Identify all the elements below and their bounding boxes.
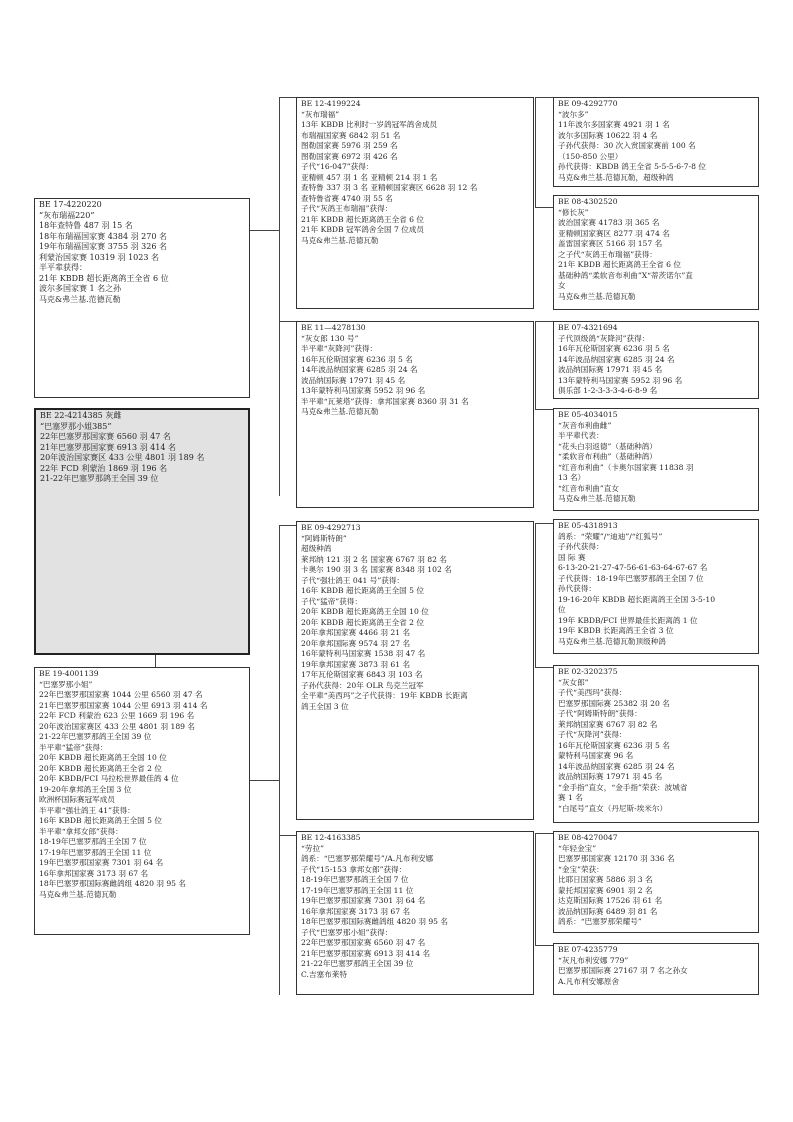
dds-line: “年轻金宝” (558, 843, 597, 853)
connector-line (535, 321, 536, 409)
sd-line: 16年瓦伦斯国家赛 6236 羽 5 名 (301, 354, 413, 364)
ds-line: “阿姆斯特朗” (301, 533, 347, 543)
dsd-line: 子代“阿姆斯特朗”获得： (558, 709, 642, 718)
ss-line: 子代“灰鸽王布瑞福”获得： (301, 204, 393, 213)
sd-line: 13年蒙特利马国家赛 5952 羽 96 名 (301, 386, 426, 395)
connector-line (535, 833, 536, 945)
connector-line (250, 780, 280, 781)
dam-line: 20年 KBDB/FCI 马拉松世界最佳鸽 4 位 (39, 774, 179, 783)
dsd-line: “灰女郎” (558, 677, 589, 687)
ds-line: 卡奥尔 190 羽 3 名 国家赛 8348 羽 102 名 (301, 565, 452, 574)
dd-line: 子代“巴塞罗那小姐”获得： (301, 927, 393, 937)
sire-sire-sire-box (553, 97, 759, 187)
ds-line: 子代“强壮鸽王 041 号”获得： (301, 575, 405, 585)
dds-line: BE 08-4270047 (558, 833, 618, 842)
ss-line: 马克&弗兰基.范德瓦勒 (301, 235, 379, 245)
sire-line: 利蒙治国家赛 10319 羽 1023 名 (39, 252, 159, 262)
connector-line (279, 835, 296, 836)
dsd-line: BE 02-3202375 (558, 667, 618, 676)
sire-dam-sire-box (553, 321, 759, 399)
ds-line: 20年拿邦国家赛 4466 羽 21 名 (301, 628, 411, 637)
ddd-line: “灰凡布利安娜 779” (558, 955, 629, 965)
dam-line: 半平辈“强壮鸽王 41”获得： (39, 805, 135, 815)
sdd-line: BE 05-4034015 (558, 410, 618, 419)
dd-line: 19年巴塞罗那国家赛 7301 羽 64 名 (301, 896, 426, 905)
sds-line: 16年瓦伦斯国家赛 6236 羽 5 名 (558, 344, 670, 353)
dss-line: 19年 KBDB 长距离鸽王全省 3 位 (558, 626, 674, 635)
connector-line (535, 523, 536, 667)
sire-line: “灰布瑞福220” (39, 210, 95, 220)
dam-line: 20年波治国家赛区 433 公里 4801 羽 189 名 (39, 721, 195, 731)
dam-dam-sire-box (553, 831, 759, 933)
ss-line: 21年 KBDB 冠军鸽舍全国 7 位成员 (301, 225, 425, 234)
dd-line: 22年巴塞罗那国家赛 6560 羽 47 名 (301, 938, 426, 947)
connector-line (279, 321, 296, 322)
ss-line: 21年 KBDB 超长距离鸽王全省 6 位 (301, 214, 425, 224)
sd-line: 半平辈“瓦莱塔”获得：拿邦国家赛 8360 羽 31 名 (301, 396, 469, 406)
sire-line: 波尔多国家赛 1 名之孙 (39, 284, 122, 293)
connector-line (155, 655, 156, 667)
connector-line (535, 97, 536, 207)
dam-line: 马克&弗兰基.范德瓦勒 (39, 889, 117, 899)
sds-line: 子代顶级鸽“灰降河”获得： (558, 333, 650, 343)
connector-line (535, 523, 553, 524)
connector-line (535, 207, 553, 208)
dss-line: 位 (558, 605, 566, 614)
dam-line: 16年 KBDB 超长距离鸽王全国 5 位 (39, 816, 163, 825)
dsd-line: 14年波品纳国家赛 6285 羽 24 名 (558, 761, 675, 771)
dd-line: 18-19年巴塞罗那鸽王全国 7 位 (301, 875, 409, 884)
sdd-line: “花头白羽返德”（基础种鸽） (558, 441, 657, 451)
dds-line: 比耶日国家赛 5886 羽 3 名 (558, 875, 653, 884)
ds-line: 16年 KBDB 超长距离鸽王全国 5 位 (301, 586, 425, 595)
dss-line: 国 际 赛 (558, 552, 586, 562)
dam-box (34, 667, 250, 935)
dd-line: 16年拿邦国家赛 3173 羽 67 名 (301, 906, 411, 916)
sdd-line: 马克&弗兰基.范德瓦勒 (558, 494, 636, 503)
ss-line: 查特鲁省赛 4740 羽 55 名 (301, 193, 393, 203)
dds-line: 波品纳国际赛 6489 羽 81 名 (558, 906, 658, 916)
ds-line: 子代“猛帝”获得： (301, 596, 362, 606)
sdd-line: “柔软音布利曲”（基础种鸽） (558, 452, 657, 461)
sss-line: “波尔多” (558, 109, 589, 119)
connector-line (250, 230, 280, 231)
sire-line: 21年 KBDB 超长距离鸽王全省 6 位 (39, 273, 169, 283)
dsd-line: “白尾号”直女（丹尼斯-埃米尔） (558, 803, 668, 813)
connector-line (279, 525, 280, 995)
ss-line: 查特鲁 337 羽 3 名 亚精顿国家赛区 6628 羽 12 名 (301, 183, 478, 192)
dd-line: C.吉塞布莱特 (301, 969, 347, 979)
subject-line: 21年巴塞罗那国家赛 6913 羽 414 名 (40, 442, 176, 452)
dsd-line: 巴塞罗那国际赛 25382 羽 20 名 (558, 698, 670, 708)
ssd-line: 之子代“灰鸽王布瑞福”获得： (558, 249, 657, 259)
ss-line: 13年 KBDB 比利时一岁鸽冠军鸽舍成员 (301, 120, 438, 129)
dsd-line: 波品纳国际赛 17971 羽 45 名 (558, 772, 663, 781)
ds-line: 20年拿邦国际赛 9574 羽 27 名 (301, 638, 411, 648)
sdd-line: 半平辈代表： (558, 431, 604, 440)
subject-box (34, 408, 250, 655)
dam-line: 20年 KBDB 超长距离鸽王全国 10 位 (39, 753, 167, 762)
sdd-line: “灰音布利曲雌” (558, 420, 612, 430)
ds-line: 17年瓦伦斯国家赛 6843 羽 103 名 (301, 670, 423, 679)
dam-dam-dam-box (553, 943, 759, 995)
sdd-line: 13 名） (558, 473, 586, 482)
sss-line: BE 09-4292770 (558, 99, 618, 108)
dam-line: 18年巴塞罗那国际赛雌鸽组 4820 羽 95 名 (39, 879, 187, 888)
connector-line (535, 667, 553, 668)
dam-line: 半平辈“拿邦女郎”获得： (39, 826, 123, 836)
subject-line: 20年波治国家赛区 433 公里 4801 羽 189 名 (40, 453, 205, 462)
sire-line: 马克&弗兰基.范德瓦勒 (39, 294, 121, 304)
dam-line: BE 19-4001139 (39, 669, 99, 678)
ssd-line: 马克&弗兰基.范德瓦勒 (558, 291, 636, 301)
ss-line: “灰布瑞福” (301, 109, 340, 119)
dd-line: 21-22年巴塞罗那鸽王全国 39 位 (301, 959, 414, 968)
dsd-line: 莱邦纳国家赛 6767 羽 82 名 (558, 719, 658, 729)
dds-line: 鸽系：“巴塞罗那荣耀号” (558, 917, 642, 926)
ds-line: 子孙代获得：20年 OLR 鸟克兰冠军 (301, 680, 424, 690)
sds-line: 14年波品纳国家赛 6285 羽 24 名 (558, 354, 675, 364)
sss-line: 孙代获得：KBDB 鸽王全省 5-5-5-6-7-8 位 (558, 162, 706, 171)
dam-sire-box (296, 521, 534, 820)
ddd-line: A.凡布利安娜原舍 (558, 976, 620, 986)
sss-line: 11年波尔多国家赛 4921 羽 1 名 (558, 120, 670, 129)
sdd-line: “红音布利曲”直女 (558, 483, 619, 493)
dsd-line: 子代“美西玛”获得： (558, 688, 627, 697)
dam-dam-box (296, 831, 534, 995)
sire-line: 18年布瑞福国家赛 4384 羽 270 名 (39, 231, 167, 241)
dsd-line: 赛 1 名 (558, 793, 583, 802)
ssd-line: 波治国家赛 41783 羽 365 名 (558, 218, 660, 227)
sds-line: 波品纳国际赛 17971 羽 45 名 (558, 365, 663, 374)
ds-line: 全平辈“美西玛”之子代获得：19年 KBDB 长距离 (301, 691, 468, 700)
ss-line: 亚精顿 457 羽 1 名 亚精顿 214 羽 1 名 (301, 172, 438, 182)
dam-line: 19年巴塞罗那国家赛 7301 羽 64 名 (39, 858, 164, 867)
sds-line: 俱乐部 1-2-3-3-3-4-6-8-9 名 (558, 386, 658, 395)
dd-line: BE 12-4163385 (301, 833, 361, 842)
connector-line (279, 97, 296, 98)
dsd-line: “金手指”直女，“金手指”荣获：波城省 (558, 782, 688, 792)
subject-line: BE 22-4214385 灰雌 (40, 411, 122, 420)
dss-line: 马克&弗兰基.范德瓦勒顶级种鸽 (558, 636, 666, 646)
connector-line (279, 525, 296, 526)
ssd-line: 亚精顿国家赛区 8277 羽 474 名 (558, 228, 670, 238)
ds-line: 超级种鸽 (301, 544, 332, 553)
ds-line: BE 09-4292713 (301, 523, 361, 532)
subject-line: 21-22年巴塞罗那鸽王全国 39 位 (40, 474, 159, 483)
sd-line: 14年波品纳国家赛 6285 羽 24 名 (301, 365, 418, 374)
ssd-line: 21年 KBDB 超长距离鸽王全省 6 位 (558, 260, 682, 269)
dam-line: “巴塞罗那小姐” (39, 679, 93, 689)
ssd-line: BE 08-4302520 (558, 197, 618, 206)
ds-line: 鸽王全国 3 位 (301, 701, 349, 711)
dsd-line: 蒙特利马国家赛 96 名 (558, 751, 634, 760)
dam-line: 欧洲杯国际赛冠军成员 (39, 795, 115, 804)
dss-line: 19年 KBDB/FCI 世界最佳长距离鸽 1 位 (558, 615, 698, 625)
subject-line: 22年巴塞罗那国家赛 6560 羽 47 名 (40, 432, 171, 441)
ds-line: 16年蒙特利马国家赛 1538 羽 47 名 (301, 649, 426, 658)
sss-line: （150-850 公里） (558, 151, 623, 161)
ss-line: 子代“16-047”获得： (301, 162, 374, 171)
connector-line (535, 833, 553, 834)
dss-line: 19-16-20年 KBDB 超长距离鸽王全国 3-5-10 (558, 594, 716, 604)
dd-line: 子代“15-153 拿邦女郎”获得： (301, 864, 407, 874)
sire-dam-dam-box (553, 408, 759, 511)
dam-line: 22年 FCD 利蒙治 623 公里 1669 羽 196 名 (39, 711, 195, 720)
dds-line: “金宝”荣获： (558, 864, 604, 874)
ssd-line: 女 (558, 281, 566, 290)
ds-line: 19年拿邦国家赛 3873 羽 61 名 (301, 659, 411, 669)
sdd-line: “红音布利曲”（卡奥尔国家赛 11838 羽 (558, 462, 694, 472)
dd-line: 21年巴塞罗那国家赛 6913 羽 414 名 (301, 948, 431, 958)
dam-line: 20年 KBDB 超长距离鸽王全省 2 位 (39, 763, 163, 773)
dss-line: 子代获得：18-19年巴塞罗那鸽王全国 7 位 (558, 573, 704, 583)
sss-line: 马克&弗兰基.范德瓦勒，超级种鸽 (558, 172, 674, 182)
dam-line: 22年巴塞罗那国家赛 1044 公里 6560 羽 47 名 (39, 690, 203, 699)
sd-line: 马克&弗兰基.范德瓦勒 (301, 407, 379, 416)
dam-sire-dam-box (553, 665, 759, 823)
dds-line: 达克斯国际赛 17526 羽 61 名 (558, 896, 663, 905)
sss-line: 波尔多国际赛 10622 羽 4 名 (558, 130, 658, 140)
dam-line: 21-22年巴塞罗那鸽王全国 39 位 (39, 732, 152, 741)
ds-line: 20年 KBDB 超长距离鸽王全省 2 位 (301, 617, 425, 627)
ss-line: BE 12-4199224 (301, 99, 361, 108)
sire-line: 18年查特鲁 487 羽 15 名 (39, 221, 133, 230)
sds-line: BE 07-4321694 (558, 323, 618, 332)
ddd-line: 巴塞罗那国际赛 27167 羽 7 名之孙女 (558, 966, 688, 975)
connector-line (535, 97, 553, 98)
dss-line: 鸽系：“荣耀”/“迪迪”/“红狐号” (558, 531, 663, 541)
dam-sire-sire-box (553, 519, 759, 654)
connector-line (535, 409, 553, 410)
dd-line: “劳拉” (301, 843, 324, 853)
dsd-line: 16年瓦伦斯国家赛 6236 羽 5 名 (558, 740, 670, 750)
dd-line: 17-19年巴塞罗那鸽王全国 11 位 (301, 885, 414, 895)
dam-line: 16年拿邦国家赛 3173 羽 67 名 (39, 868, 149, 878)
dsd-line: 子代“灰降河”获得： (558, 730, 627, 739)
dds-line: 蒙托邦国家赛 6901 羽 2 名 (558, 885, 653, 895)
sss-line: 子孙代获得：30 次入赏国家赛前 100 名 (558, 141, 696, 150)
dd-line: 18年巴塞罗那国际赛雌鸽组 4820 羽 95 名 (301, 917, 449, 926)
dss-line: 子孙代获得： (558, 542, 604, 551)
connector-line (535, 945, 553, 946)
connector-line (279, 495, 280, 496)
ds-line: 20年 KBDB 超长距离鸽王全国 10 位 (301, 607, 429, 616)
sd-line: 半平辈“灰降河”获得： (301, 344, 378, 353)
sd-line: BE 11—4278130 (301, 323, 366, 332)
sds-line: 13年蒙特利马国家赛 5952 羽 96 名 (558, 375, 683, 385)
dam-line: 19-20年拿邦鸽王全国 3 位 (39, 784, 132, 794)
ssd-line: “修长灰” (558, 207, 589, 217)
sd-line: 波品纳国际赛 17971 羽 45 名 (301, 375, 406, 385)
ddd-line: BE 07-4235779 (558, 945, 618, 954)
sire-line: 19年布瑞福国家赛 3755 羽 326 名 (39, 242, 167, 251)
dam-line: 18-19年巴塞罗那鸽王全国 7 位 (39, 837, 147, 846)
sire-sire-box (296, 97, 534, 309)
subject-line: “巴塞罗那小姐385” (40, 421, 112, 431)
dd-line: 鸽系：“巴塞罗那荣耀号”/A.凡布利安娜 (301, 854, 434, 863)
dds-line: 巴塞罗那国家赛 12170 羽 336 名 (558, 854, 675, 863)
ssd-line: 盖雷国家赛区 5166 羽 157 名 (558, 239, 663, 248)
ss-line: 图勒国家赛 6972 羽 426 名 (301, 151, 398, 161)
dss-line: 6-13-20-21-27-47-56-61-63-64-67-67 名 (558, 563, 708, 572)
connector-line (279, 97, 280, 495)
sire-line: BE 17-4220220 (39, 200, 102, 209)
sire-line: 半平辈获得： (39, 263, 87, 272)
dam-line: 半平辈“猛帝”获得： (39, 742, 108, 752)
sd-line: “灰女郎 130 号” (301, 333, 359, 343)
sire-box (34, 198, 250, 398)
ss-line: 图勒国家赛 5976 羽 259 名 (301, 141, 398, 150)
sire-dam-box (296, 321, 534, 508)
ssd-line: 基础种鸽“柔软音布利曲”X“蒂茨诺尔”直 (558, 270, 693, 280)
dam-line: 21年巴塞罗那国家赛 1044 公里 6913 羽 414 名 (39, 700, 208, 710)
dss-line: BE 05-4318913 (558, 521, 618, 530)
sire-sire-dam-box (553, 195, 759, 310)
connector-line (535, 321, 553, 322)
subject-line: 22年 FCD 利蒙治 1869 羽 196 名 (40, 463, 168, 473)
dss-line: 孙代获得： (558, 584, 596, 593)
dam-line: 17-19年巴塞罗那鸽王全国 11 位 (39, 847, 152, 857)
ss-line: 布瑞福国家赛 6842 羽 51 名 (301, 130, 401, 140)
ds-line: 莱邦纳 121 羽 2 名 国家赛 6767 羽 82 名 (301, 554, 447, 564)
